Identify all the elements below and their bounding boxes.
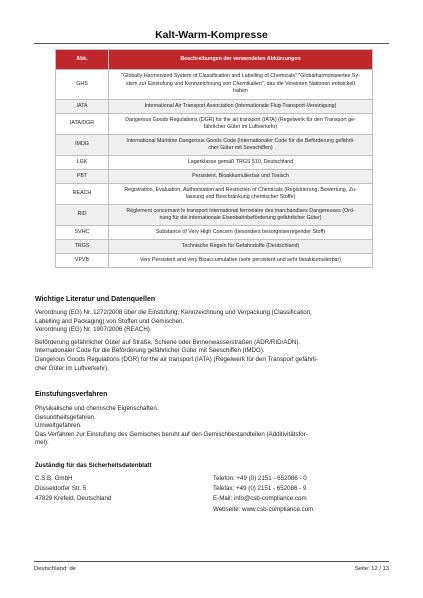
text-line: Dangerous Goods Regulations (DGR) for the air transport (IATA) (Regelwerk für den Transport gefährli- <box>35 355 318 363</box>
description-cell <box>109 156 373 170</box>
table-row <box>56 135 373 156</box>
description-cell <box>109 114 373 135</box>
description-line: Règlement concernant le transport International ferroviaire des marchandises Dangereuses (Ord- <box>126 207 355 214</box>
description-line: International Maritime Dangerous Goods Code (Internationaler Code für die Beförderung gefährli- <box>126 137 355 144</box>
document-title: Kalt-Warm-Kompresse <box>155 29 268 41</box>
description-line: International Air Transport Association (Internationale Flug-Transport-Vereinigung) <box>144 102 337 109</box>
text-line: Verordnung (EG) Nr. 1907/2006 (REACH). <box>35 326 152 334</box>
abbr-cell: IMDG <box>56 135 109 156</box>
description-cell <box>109 240 373 254</box>
text-line: Telefon: +49 (0) 2151 - 652086 - 0 <box>213 475 307 482</box>
table-row <box>56 254 373 268</box>
text-line: C.S.B. GmbH <box>35 475 73 482</box>
table-row <box>56 70 373 100</box>
description-line: Dangerous Goods Regulations (DGR) for the air transport (IATA) (Regelwerk für den Transport ge- <box>125 116 356 123</box>
description-line: Registration, Evaluation, Authorisation and Restriction of Chemicals (Registrierung, Bewertung, Zu- <box>124 186 357 193</box>
description-cell <box>109 70 373 100</box>
text-line: Gesundheitsgefahren. <box>35 413 96 421</box>
description-line: nung für die internationale Eisenbahnbeförderung gefährlicher Güter) <box>159 215 322 221</box>
company-address <box>35 474 111 505</box>
text-line: Labelling and Packaging) von Stoffen und Gemischen. <box>35 317 185 325</box>
table-row <box>56 170 373 184</box>
abbr-cell: IATA <box>56 100 109 114</box>
text-line: E-Mail: info@csb-compliance.com <box>213 495 307 503</box>
description-line: stem zur Einstufung und Kennzeichnung von Chemikalien", das die Vereinten Nationen entwickelt <box>126 80 355 87</box>
abbr-cell: PBT <box>56 170 109 184</box>
text-line: mel). <box>35 439 49 447</box>
table-row <box>56 156 373 170</box>
abbr-cell: REACH <box>56 184 109 205</box>
text-line: Webseite: www.csb-compliance.com <box>213 505 314 513</box>
text-line: 47829 Krefeld, Deutschland <box>35 495 112 503</box>
description-cell <box>109 170 373 184</box>
description-cell <box>109 205 373 226</box>
table-row <box>56 184 373 205</box>
description-line: Persistent, Bioakkumulierbar und Toxisch <box>192 172 289 179</box>
description-line: haben <box>233 88 248 95</box>
abbr-cell: SVHC <box>56 226 109 240</box>
description-line: Technische Regeln für Gefahrstoffe (Deutschland) <box>181 242 300 249</box>
einstufung-heading: Einstufungsverfahren <box>35 391 108 398</box>
text-line: Physikalische und chemische Eigenschaften. <box>35 405 159 412</box>
table-body <box>56 70 373 268</box>
abbr-cell: LGK <box>56 156 109 170</box>
abbr-cell: GHS <box>56 70 109 100</box>
description-cell <box>109 135 373 156</box>
abbreviations-table <box>55 49 373 268</box>
table-row <box>56 114 373 135</box>
table-header-row <box>56 50 373 70</box>
table-row <box>56 205 373 226</box>
description-line: "Globally Harmonized System of Classification and Labelling of Chemicals" "Globalharmonisiertes Sy- <box>121 73 360 80</box>
text-line: Düsseldorfer Str. 5 <box>35 485 87 493</box>
text-line: Umweltgefahren. <box>35 422 82 430</box>
description-cell <box>109 226 373 240</box>
literatur-paragraph <box>35 309 391 373</box>
text-line: Das Verfahren zur Einstufung des Gemisches beruht auf den Gemischbestandteilen (Additivitätsfor- <box>35 430 308 438</box>
einstufung-paragraph <box>35 405 391 448</box>
footer-rule <box>34 561 389 562</box>
description-cell <box>109 254 373 268</box>
description-line: Very Persistent and very Bioaccumulative (sehr persistent und sehr bioakkumulierbar) <box>139 256 342 263</box>
company-contact <box>213 474 313 515</box>
description-line: Lagerklasse gemäß TRGS 510, Deutschland <box>187 158 294 165</box>
text-line: cher Güter im Luftverkehr). <box>35 364 109 372</box>
description-line: lassung und Beschränkung chemischer Stoffe) <box>185 194 296 200</box>
description-cell <box>109 100 373 114</box>
description-cell <box>109 184 373 205</box>
table-row <box>56 240 373 254</box>
footer-country: Deutschland: de <box>34 566 76 572</box>
header-rule <box>34 43 389 44</box>
table-row <box>56 100 373 114</box>
abbr-cell: IATA/DGR <box>56 114 109 135</box>
table-header-abbr: Abk. <box>56 50 109 70</box>
description-line: Substance of Very High Concern (besonders besorgniserregender Stoff) <box>155 228 326 235</box>
text-line: Internationaler Code für die Beförderung gefährlicher Güter mit Seeschiffen (IMDG). <box>35 347 265 355</box>
table-header-description: Beschreibungen der verwendeten Abkürzungen <box>109 50 373 70</box>
zustaendig-heading: Zuständig für das Sicherheitsdatenblatt <box>35 462 152 469</box>
text-line: Beförderung gefährlicher Güter auf Straße, Schiene oder Binnenwasserstraßen (ADR/RID/ADN). <box>35 338 301 346</box>
abbr-cell: RID <box>56 205 109 226</box>
text-line: Telefax: +49 (0) 2151 - 652086 - 9 <box>213 485 307 493</box>
description-line: cher Güter mit Seeschiffen) <box>208 145 273 151</box>
text-line: Verordnung (EG) Nr. 1272/2008 über die Einstufung, Kennzeichnung und Verpackung (Classification, <box>35 309 312 316</box>
literatur-heading: Wichtige Literatur und Datenquellen <box>35 296 156 303</box>
abbr-cell: VPVB <box>56 254 109 268</box>
abbr-cell: TRGS <box>56 240 109 254</box>
description-line: fährlicher Güter im Luftverkehr) <box>203 124 278 130</box>
table-row <box>56 226 373 240</box>
footer-page-number: Seite: 12 / 13 <box>354 566 389 572</box>
